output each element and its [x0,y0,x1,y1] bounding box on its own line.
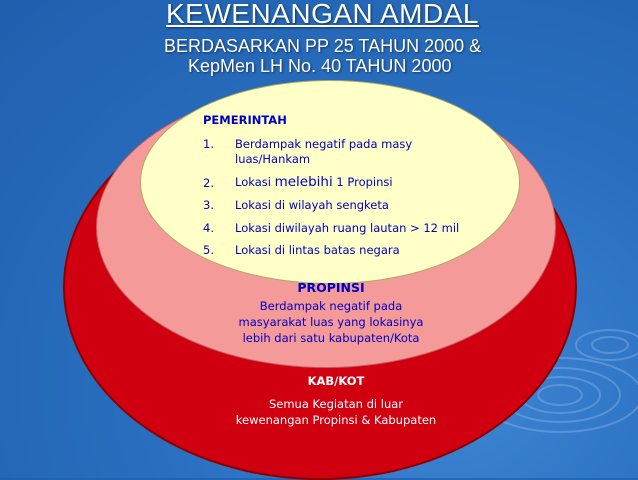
pemerintah-item-4-number: 4. [203,221,214,235]
pemerintah-item-2-number: 2. [203,176,214,190]
item-2-prefix: Lokasi [235,175,275,189]
pemerintah-item-5-text: Lokasi di lintas batas negara [235,243,400,257]
propinsi-line-1: Berdampak negatif pada [259,299,403,313]
item-2-suffix: 1 Propinsi [332,175,393,189]
pemerintah-item-1-number: 1. [203,137,214,151]
propinsi-line-2: masyarakat luas yang lokasinya [238,315,424,329]
pemerintah-item-3-number: 3. [203,198,214,212]
propinsi-line-3: lebih dari satu kabupaten/Kota [242,331,420,345]
kabkot-line-1: Semua Kegiatan di luar [268,397,404,411]
kabkot-line-2: kewenangan Propinsi & Kabupaten [235,413,437,427]
subtitle-line-2: KepMen LH No. 40 TAHUN 2000 [188,56,452,76]
pemerintah-item-4-text: Lokasi diwilayah ruang lautan > 12 mil [235,221,460,235]
propinsi-heading: PROPINSI [297,280,365,295]
kabkot-heading: KAB/KOT [307,374,365,388]
pemerintah-item-1-line-1: Berdampak negatif pada masy [235,137,413,151]
pemerintah-item-5-number: 5. [203,243,214,257]
pemerintah-item-1-line-2: luas/Hankam [235,152,311,166]
pemerintah-item-3-text: Lokasi di wilayah sengketa [235,198,389,212]
pemerintah-heading: PEMERINTAH [203,113,287,127]
pemerintah-item-2-text [235,174,393,190]
subtitle-line-1: BERDASARKAN PP 25 TAHUN 2000 & [164,36,482,56]
item-2-emphasis: melebihi [274,174,333,190]
slide-title: KEWENANGAN AMDAL [166,0,479,29]
